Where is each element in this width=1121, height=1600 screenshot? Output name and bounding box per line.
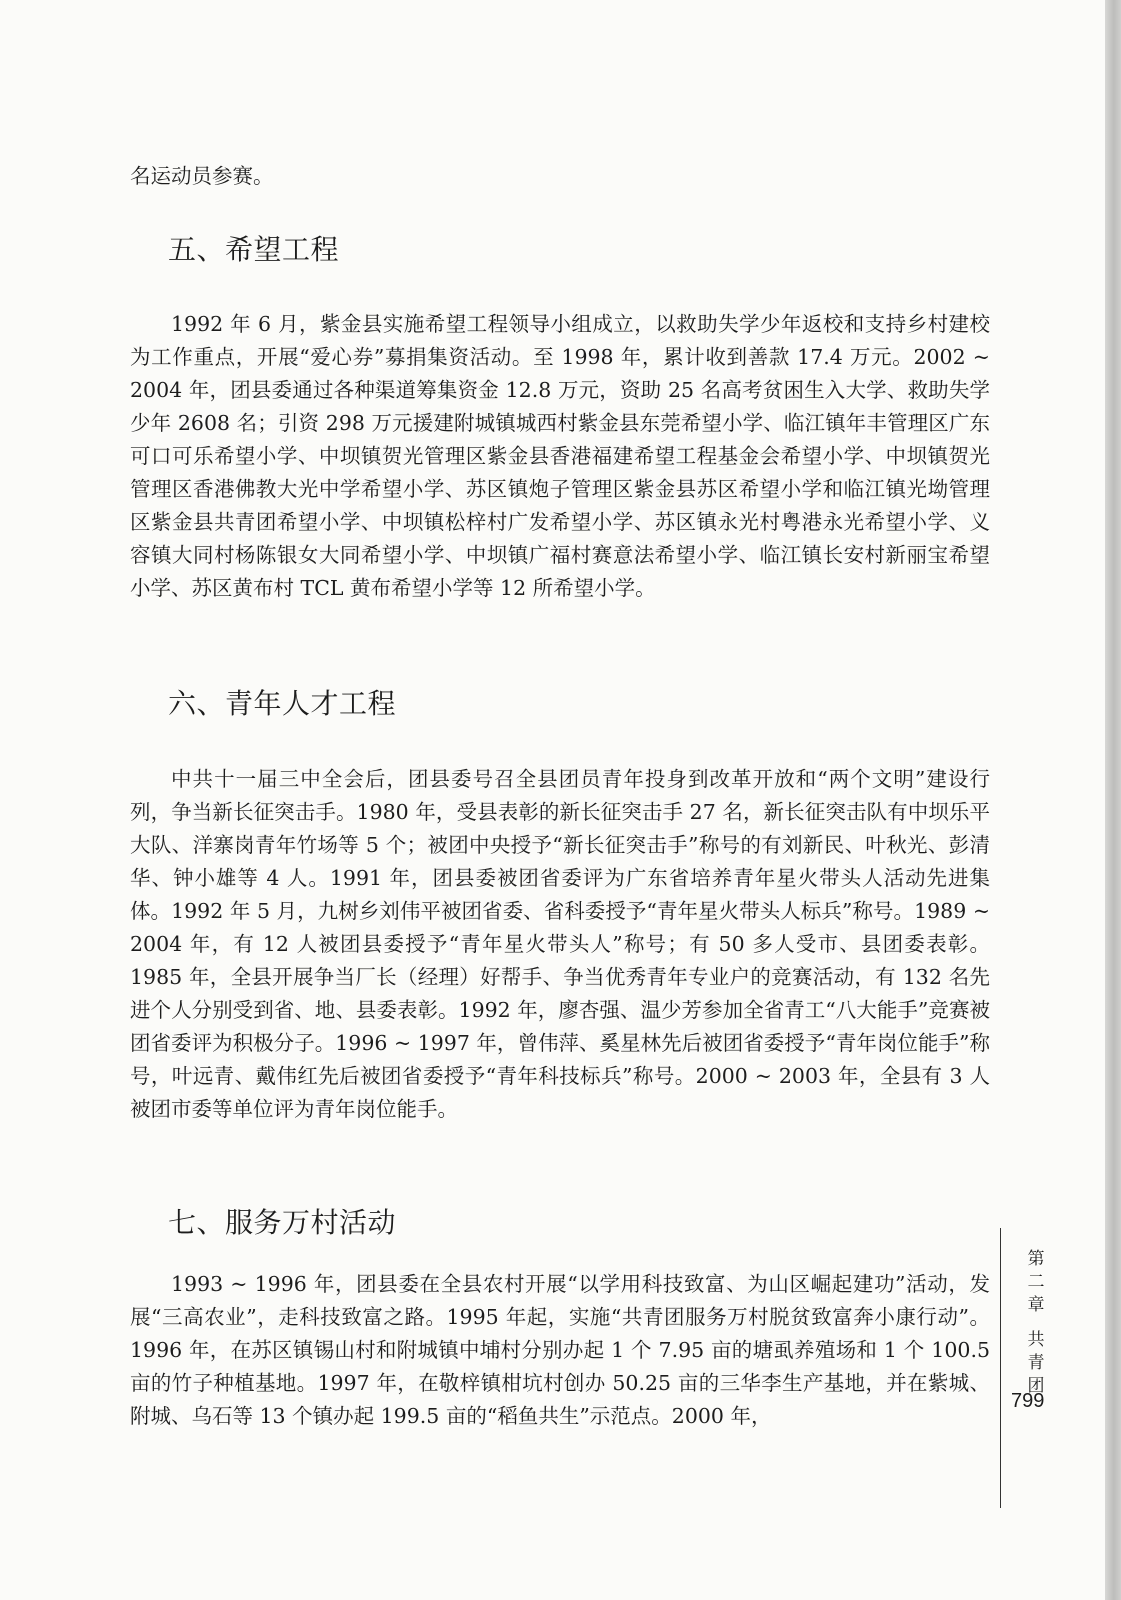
- section-body-village-service: [130, 1268, 990, 1433]
- margin-tab: [1000, 1228, 1061, 1508]
- section-heading-youth-talent: 六、青年人才工程: [168, 687, 397, 720]
- continued-text: 名运动员参赛。: [130, 164, 274, 188]
- scan-edge: [1105, 0, 1121, 1600]
- section-heading-hope-project: 五、希望工程: [168, 233, 340, 266]
- chapter-label: 第 二 章 共 青 团: [1027, 1249, 1045, 1396]
- section-body-hope-project: [130, 308, 990, 605]
- paragraph: 中共十一届三中全会后，团县委号召全县团员青年投身到改革开放和“两个文明”建设行列，争当新长征突击手。1980 年，受县表彰的新长征突击手 27 名，新长征突击队有中坝乐平大队、洋寨岗青年竹场等 5 个；被团中央授予“新长征突击手”称号的有刘新民、叶秋光、彭清华、钟小雄等 4 人。1991 年，团县委被团省委评为广东省培养青年星火带头人活动先进集体。1992 年 5 月，九树乡刘伟平被团省委、省科委授予“青年星火带头人标兵”称号。1989 ~ 2004 年，有 12 人被团县委授予“青年星火带头人”称号；有 50 多人受市、县团委表彰。1985 年，全县开展争当厂长（经理）好帮手、争当优秀青年专业户的竞赛活动，有 132 名先进个人分别受到省、地、县委表彰。1992 年，廖杏强、温少芳参加全省青工“八大能手”竞赛被团省委评为积极分子。1996 ~ 1997 年，曾伟萍、奚星林先后被团省委授予“青年岗位能手”称号，叶远青、戴伟红先后被团省委授予“青年科技标兵”称号。2000 ~ 2003 年，全县有 3 人被团市委等单位评为青年岗位能手。: [130, 767, 990, 1121]
- paragraph: 1993 ~ 1996 年，团县委在全县农村开展“以学用科技致富、为山区崛起建功”活动，发展“三高农业”，走科技致富之路。1995 年起，实施“共青团服务万村脱贫致富奔小康行动”。1996 年，在苏区镇锡山村和附城镇中埔村分别办起 1 个 7.95 亩的塘虱养殖场和 1 个 100.5 亩的竹子种植基地。1997 年，在敬梓镇柑坑村创办 50.25 亩的三华李生产基地，并在紫城、附城、乌石等 13 个镇办起 199.5 亩的“稻鱼共生”示范点。2000 年，: [130, 1272, 990, 1428]
- section-body-youth-talent: [130, 763, 990, 1126]
- section-heading-village-service: 七、服务万村活动: [168, 1206, 397, 1239]
- paragraph: 1992 年 6 月，紫金县实施希望工程领导小组成立，以救助失学少年返校和支持乡村建校为工作重点，开展“爱心券”募捐集资活动。至 1998 年，累计收到善款 17.4 万元。2002 ~ 2004 年，团县委通过各种渠道筹集资金 12.8 万元，资助 25 名高考贫困生入大学、救助失学少年 2608 名；引资 298 万元援建附城镇城西村紫金县东莞希望小学、临江镇年丰管理区广东可口可乐希望小学、中坝镇贺光管理区紫金县香港福建希望工程基金会希望小学、中坝镇贺光管理区香港佛教大光中学希望小学、苏区镇炮子管理区紫金县苏区希望小学和临江镇光坳管理区紫金县共青团希望小学、中坝镇松梓村广发希望小学、苏区镇永光村粤港永光希望小学、义容镇大同村杨陈银女大同希望小学、中坝镇广福村赛意法希望小学、临江镇长安村新丽宝希望小学、苏区黄布村 TCL 黄布希望小学等 12 所希望小学。: [130, 312, 990, 600]
- page-number: 799: [1011, 1390, 1045, 1412]
